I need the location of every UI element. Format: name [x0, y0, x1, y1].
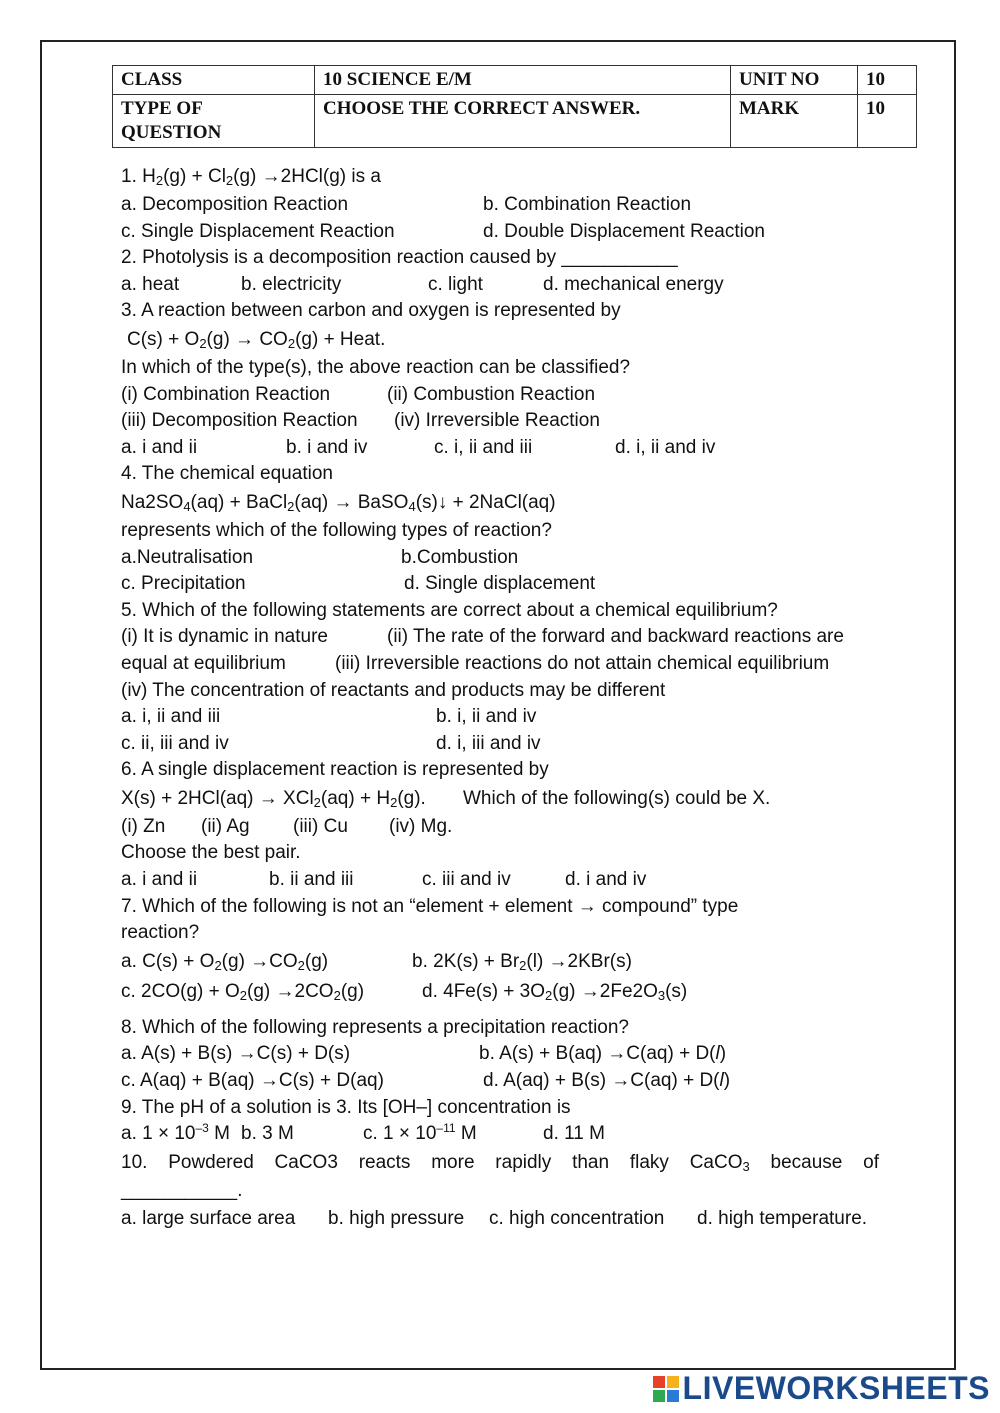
q3-option-b[interactable]: b. i and iv [286, 436, 368, 458]
q5-stem: 5. Which of the following statements are correct about a chemical equilibrium? [121, 599, 778, 621]
q8-option-b[interactable]: b. A(s) + B(aq) →C(aq) + D(l) [479, 1043, 727, 1065]
q8-options-row1 [121, 1041, 879, 1068]
class-label: CLASS [113, 66, 315, 95]
q10-stem: 10. Powdered CaCO3 reacts more rapidly than flaky CaCO$_3$ because of [121, 1151, 879, 1174]
q5-statement-i: (i) It is dynamic in nature [121, 626, 328, 648]
liveworksheets-badge-icon [653, 1376, 679, 1402]
q3-statement-i: (i) Combination Reaction [121, 383, 331, 405]
q2-option-d[interactable]: d. mechanical energy [543, 273, 724, 295]
q3-option-c[interactable]: c. i, ii and iii [434, 436, 533, 458]
q3-option-a[interactable]: a. i and ii [121, 436, 198, 458]
q2-option-c[interactable]: c. light [428, 273, 483, 295]
q3-stem: 3. A reaction between carbon and oxygen is represented by [121, 300, 621, 322]
q5-options-row1 [121, 704, 879, 731]
q1-stem: 1. $H_2(g) + Cl_2(g) \to 2HCl(g)$ is a [121, 166, 381, 188]
q4-stem: 4. The chemical equation [121, 463, 333, 485]
q9-option-b[interactable]: b. 3 M [241, 1123, 294, 1145]
q9-option-a[interactable]: a. $1 \times 10^{-3}$ M [121, 1121, 230, 1145]
q3-option-d[interactable]: d. i, ii and iv [615, 436, 716, 458]
logo-text: LIVEWORKSHEETS [682, 1370, 990, 1406]
q4-option-d[interactable]: d. Single displacement [404, 573, 596, 595]
q5-option-b[interactable]: b. i, ii and iv [436, 706, 537, 728]
header-table [112, 65, 917, 148]
q6-choose: Choose the best pair. [121, 842, 301, 864]
q6-candidates [121, 814, 879, 841]
q1-option-d[interactable]: d. Double Displacement Reaction [483, 220, 765, 242]
spacer [121, 1007, 879, 1015]
q6-stem: 6. A single displacement reaction is represented by [121, 759, 549, 781]
q10-option-b[interactable]: b. high pressure [328, 1208, 465, 1230]
q9-option-d[interactable]: d. 11 M [543, 1123, 605, 1145]
q10-blank: ___________. [121, 1179, 243, 1201]
q4-question: represents which of the following types of reaction? [121, 519, 552, 541]
class-value: 10 SCIENCE E/M [315, 66, 731, 95]
q2-option-a[interactable]: a. heat [121, 273, 180, 295]
q3-statement-iv: (iv) Irreversible Reaction [394, 410, 600, 432]
q6-equation-row [121, 784, 879, 814]
q7-stem-line2: reaction? [121, 922, 200, 944]
question-list [121, 162, 879, 1234]
q10-option-c[interactable]: c. high concentration [489, 1208, 665, 1230]
q3-equation: $C(s) + O_2(g) \to CO_2(g)$ + Heat. [127, 328, 386, 351]
q8-option-d[interactable]: d. A(aq) + B(s) →C(aq) + D(l) [483, 1070, 731, 1092]
q3-options [121, 435, 879, 462]
liveworksheets-logo [653, 1370, 990, 1407]
q8-option-c[interactable]: c. A(aq) + B(aq) →C(s) + D(aq) [121, 1070, 384, 1092]
q6-candidate-i: (i) Zn [121, 815, 166, 837]
q5-option-c[interactable]: c. ii, iii and iv [121, 732, 229, 754]
q9-option-c[interactable]: c. $1 \times 10^{-11}$ M [363, 1121, 477, 1145]
q7-option-b[interactable]: b. $2K(s) + Br_2(l) \to 2KBr(s)$ [412, 950, 632, 973]
q4-equation: $Na2SO_4(aq)$ + BaCl$_2$(aq) → BaSO$_4$(s)↓ + 2NaCl(aq) [121, 491, 556, 514]
q2-stem: 2. Photolysis is a decomposition reaction caused by ___________ [121, 247, 678, 269]
q4-option-a[interactable]: a.Neutralisation [121, 546, 254, 568]
q8-options-row2 [121, 1068, 879, 1095]
q5-statement-iii: (iii) Irreversible reactions do not attain chemical equilibrium [335, 652, 830, 674]
q6-option-b[interactable]: b. ii and iii [269, 869, 354, 891]
q3-statements-row1 [121, 382, 879, 409]
q3-statements-row2 [121, 408, 879, 435]
mark-label: MARK [731, 95, 858, 148]
q5-option-a[interactable]: a. i, ii and iii [121, 706, 221, 728]
q7-options-row1 [121, 947, 879, 977]
q5-statements-row2 [121, 651, 879, 678]
q9-stem: 9. The pH of a solution is 3. Its [OH–] concentration is [121, 1096, 571, 1118]
q5-statement-iv: (iv) The concentration of reactants and products may be different [121, 679, 666, 701]
q9-options [121, 1121, 879, 1148]
q6-options [121, 867, 879, 894]
q1-option-c[interactable]: c. Single Displacement Reaction [121, 220, 395, 242]
q5-statement-ii-cont: equal at equilibrium [121, 652, 286, 674]
q6-candidate-ii: (ii) Ag [201, 815, 250, 837]
q4-options-row2 [121, 571, 879, 598]
q8-option-a[interactable]: a. A(s) + B(s) →C(s) + D(s) [121, 1043, 351, 1065]
q7-stem-line1: 7. Which of the following is not an “element + element → compound” type [121, 895, 739, 917]
q8-stem: 8. Which of the following represents a precipitation reaction? [121, 1016, 629, 1038]
q3-question: In which of the type(s), the above reaction can be classified? [121, 356, 631, 378]
q5-options-row2 [121, 731, 879, 758]
q3-statement-ii: (ii) Combustion Reaction [387, 383, 596, 405]
unit-label: UNIT NO [731, 66, 858, 95]
type-value: CHOOSE THE CORRECT ANSWER. [315, 95, 731, 148]
q5-statement-ii: (ii) The rate of the forward and backward reactions are [387, 626, 844, 648]
type-label: TYPE OF QUESTION [113, 95, 315, 148]
q5-option-d[interactable]: d. i, iii and iv [436, 732, 541, 754]
unit-value: 10 [858, 66, 917, 95]
q3-statement-iii: (iii) Decomposition Reaction [121, 410, 358, 432]
q2-options [121, 272, 879, 299]
q6-question: Which of the following(s) could be X. [463, 787, 771, 809]
q7-options-row2 [121, 977, 879, 1007]
q6-candidate-iv: (iv) Mg. [389, 815, 453, 837]
q6-equation: $X(s) + 2HCl(aq) \to XCl_2(aq) + H_2(g)$. [121, 787, 426, 810]
q6-option-d[interactable]: d. i and iv [565, 869, 647, 891]
q10-option-d[interactable]: d. high temperature. [697, 1208, 868, 1230]
q2-option-b[interactable]: b. electricity [241, 273, 342, 295]
q4-option-c[interactable]: c. Precipitation [121, 573, 246, 595]
q1-options-row2 [121, 219, 879, 246]
q6-option-c[interactable]: c. iii and iv [422, 869, 511, 891]
q1-option-a[interactable]: a. Decomposition Reaction [121, 194, 349, 215]
mark-value: 10 [858, 95, 917, 148]
q10-option-a[interactable]: a. large surface area [121, 1208, 296, 1230]
q4-option-b[interactable]: b.Combustion [401, 546, 519, 568]
q1-options-row1 [121, 192, 879, 219]
q7-option-c[interactable]: c. $2CO(g) + O_2(g) \to 2CO_2(g)$ [121, 980, 365, 1003]
q4-options-row1 [121, 545, 879, 572]
q6-option-a[interactable]: a. i and ii [121, 869, 198, 891]
q6-candidate-iii: (iii) Cu [293, 815, 348, 837]
q5-statements-row1 [121, 624, 879, 651]
q1-option-b[interactable]: b. Combination Reaction [483, 194, 692, 215]
q7-option-a[interactable]: a. $C(s) + O_2(g) \to CO_2(g)$ [121, 950, 329, 973]
q10-options [121, 1204, 879, 1234]
q7-option-d[interactable]: d. $4Fe(s) + 3O_2(g) \to 2Fe2O_3(s)$ [422, 980, 688, 1003]
